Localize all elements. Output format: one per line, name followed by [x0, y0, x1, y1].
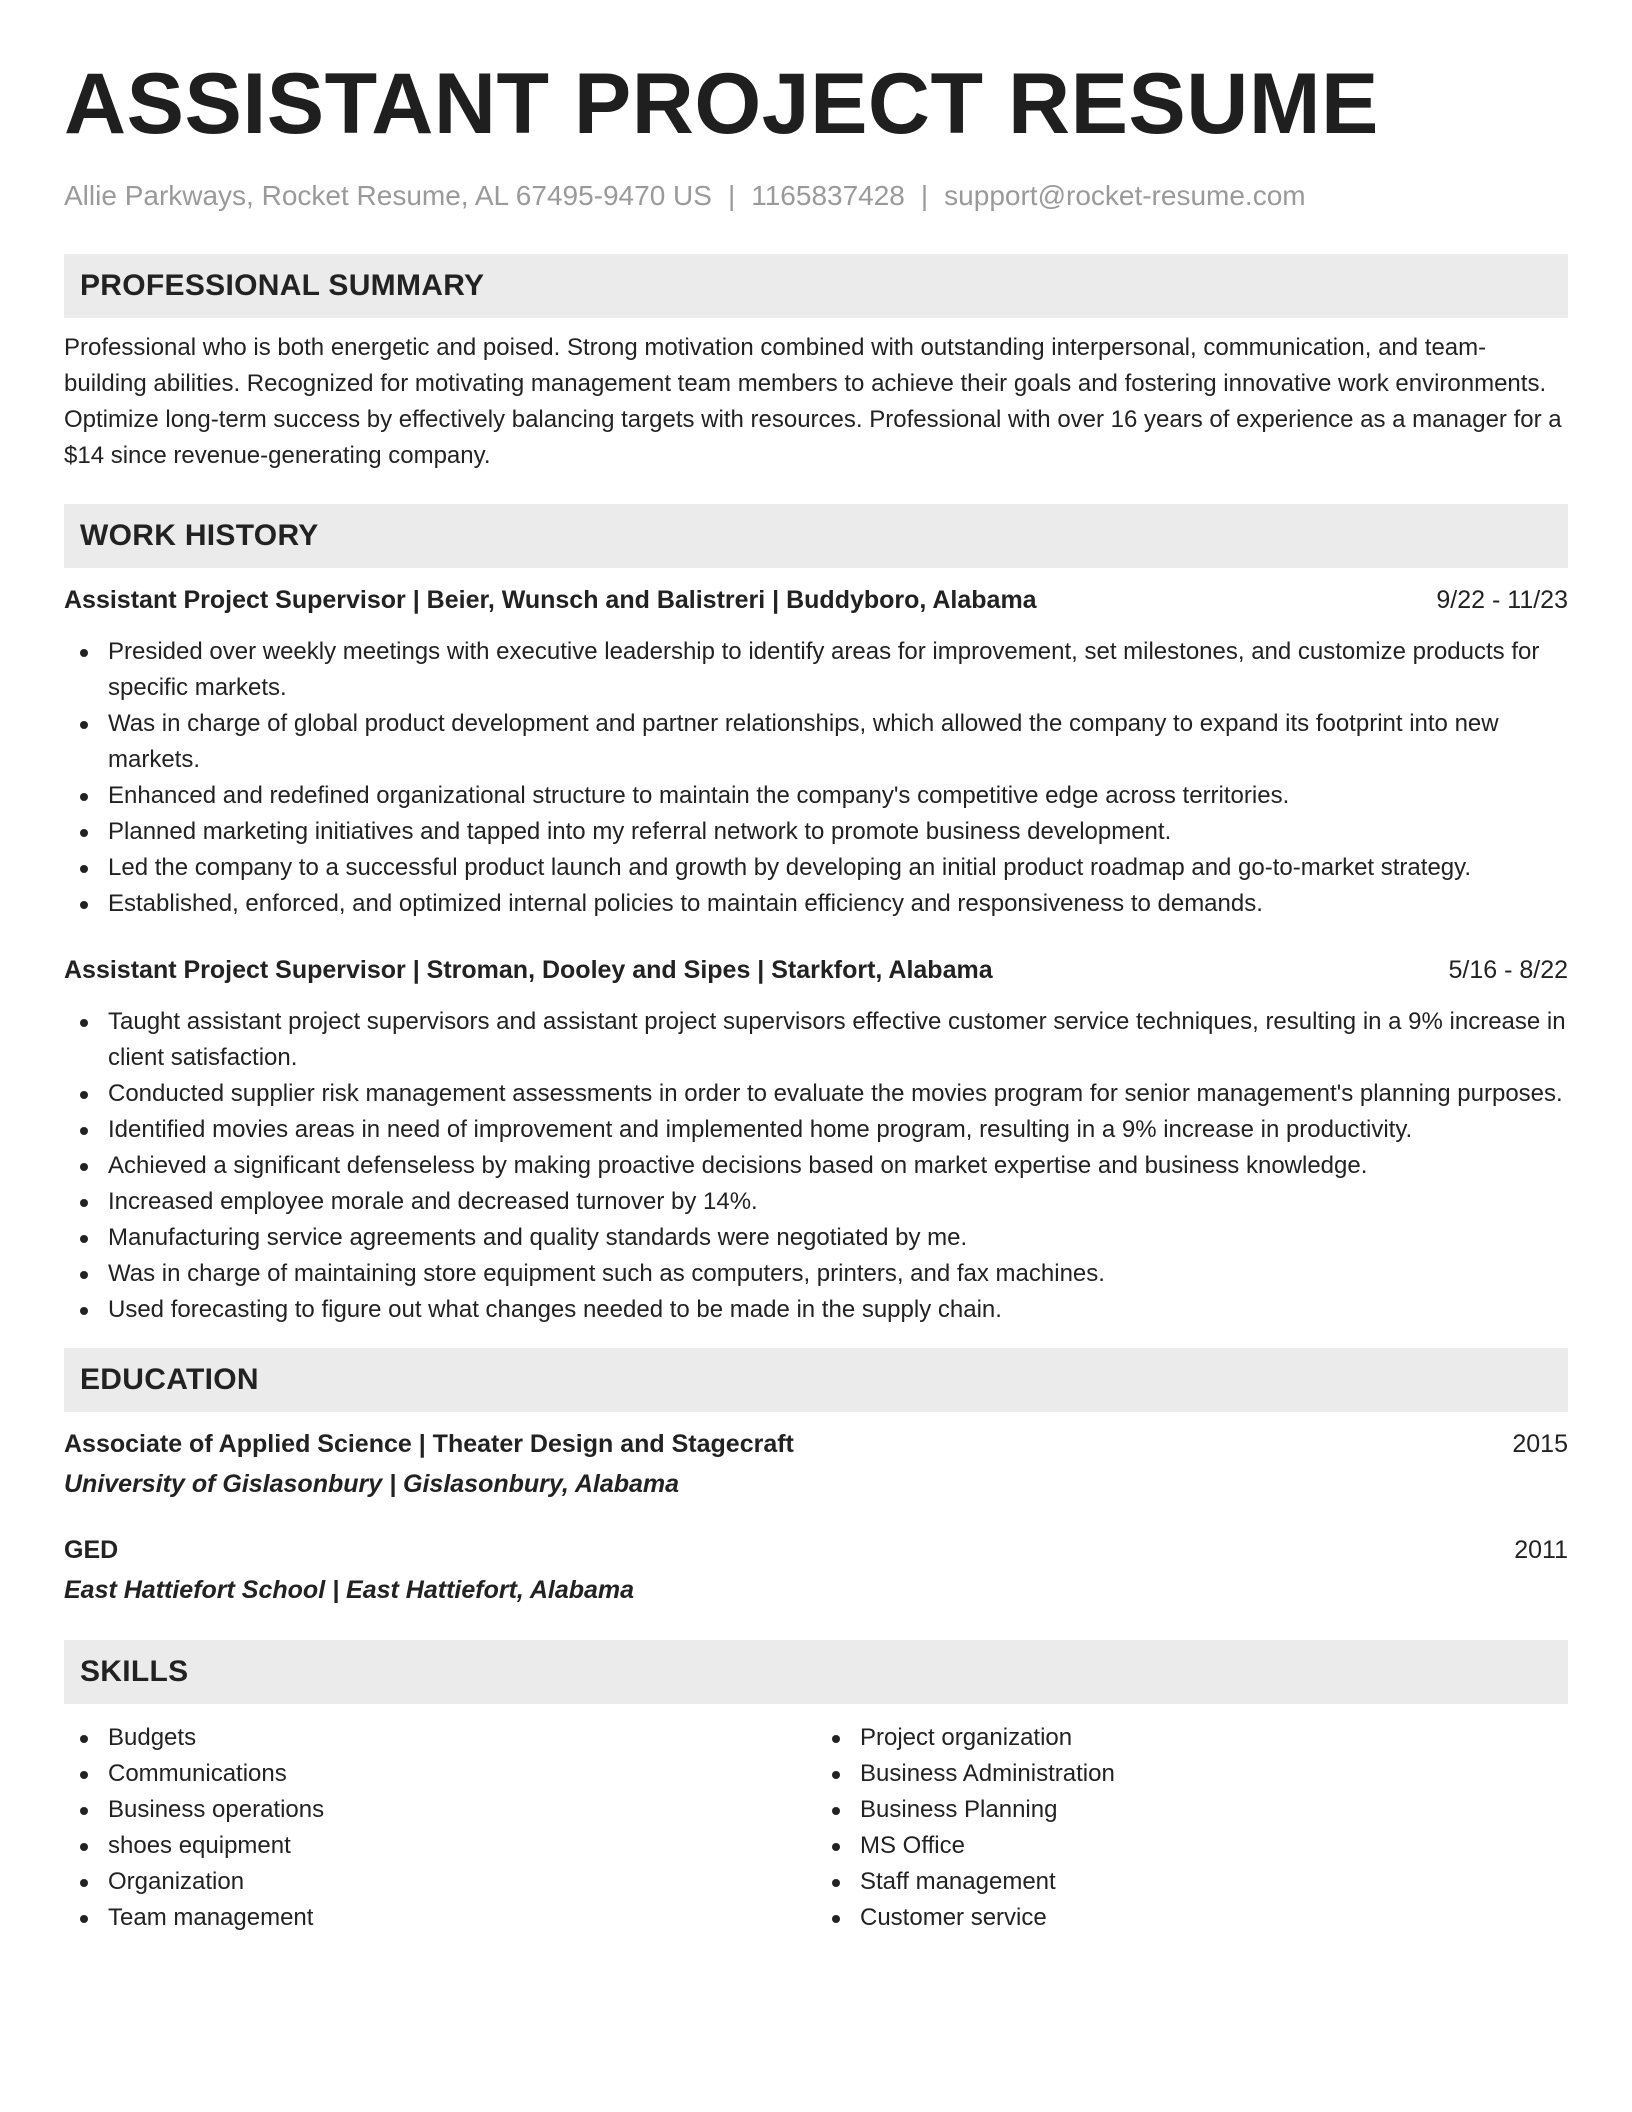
job-bullet: Conducted supplier risk management assessments in order to evaluate the movies program for senior management's planning purposes.: [64, 1076, 1568, 1112]
job-bullet: Established, enforced, and optimized internal policies to maintain efficiency and responsiveness to demands.: [64, 886, 1568, 922]
skill-item: Communications: [64, 1756, 816, 1792]
job-bullet: Achieved a significant defenseless by making proactive decisions based on market expertise and business knowledge.: [64, 1148, 1568, 1184]
summary-heading: PROFESSIONAL SUMMARY: [64, 254, 1568, 318]
job-bullet: Used forecasting to figure out what changes needed to be made in the supply chain.: [64, 1292, 1568, 1328]
job-header: [64, 582, 1568, 618]
skill-item: Customer service: [816, 1900, 1568, 1936]
job-bullet: Was in charge of global product development and partner relationships, which allowed the company to expand its footprint into new markets.: [64, 706, 1568, 778]
job-title: Assistant Project Supervisor | Stroman, Dooley and Sipes | Starkfort, Alabama: [64, 956, 993, 984]
job-bullet: Increased employee morale and decreased turnover by 14%.: [64, 1184, 1568, 1220]
education-school: University of Gislasonbury | Gislasonbury, Alabama: [64, 1470, 680, 1498]
skill-item: Organization: [64, 1864, 816, 1900]
job-dates: 9/22 - 11/23: [1436, 586, 1568, 614]
summary-text: Professional who is both energetic and poised. Strong motivation combined with outstanding interpersonal, communication, and team-building abilities. Recognized for motivating management team members to achieve their goals and fostering innovative work environments. Optimize long-term success by effectively balancing targets with resources. Professional with over 16 years of experience as a manager for a $14 since revenue-generating company.: [64, 334, 1562, 469]
job-header: [64, 952, 1568, 988]
skills-list: [64, 1720, 1568, 1936]
education-year: 2015: [1512, 1430, 1568, 1458]
contact-phone: 1165837428: [751, 180, 905, 211]
job-entry: [64, 952, 1568, 1328]
skill-item: Business Planning: [816, 1792, 1568, 1828]
education-heading: EDUCATION: [64, 1348, 1568, 1412]
job-bullet: Enhanced and redefined organizational structure to maintain the company's competitive edge across territories.: [64, 778, 1568, 814]
skill-item: Project organization: [816, 1720, 1568, 1756]
skills-bullets-right: [816, 1720, 1568, 1936]
education-degree: GED: [64, 1536, 119, 1564]
job-bullet: Manufacturing service agreements and quality standards were negotiated by me.: [64, 1220, 1568, 1256]
education-entry: [64, 1532, 1568, 1608]
skill-item: Staff management: [816, 1864, 1568, 1900]
education-header: [64, 1532, 1568, 1568]
skills-bullets-left: [64, 1720, 816, 1936]
skills-column-left: [64, 1720, 816, 1936]
skill-item: shoes equipment: [64, 1828, 816, 1864]
job-dates: 5/16 - 8/22: [1448, 956, 1568, 984]
job-bullet: Presided over weekly meetings with executive leadership to identify areas for improvement, set milestones, and customize products for specific markets.: [64, 634, 1568, 706]
contact-separator: |: [727, 180, 736, 211]
job-bullet: Identified movies areas in need of improvement and implemented home program, resulting in a 9% increase in productivity.: [64, 1112, 1568, 1148]
skill-item: Business Administration: [816, 1756, 1568, 1792]
education-header: [64, 1426, 1568, 1462]
contact-line: [64, 178, 1568, 214]
resume-title: ASSISTANT PROJECT RESUME: [64, 56, 1379, 152]
contact-email: support@rocket-resume.com: [944, 180, 1306, 211]
work-history-heading: WORK HISTORY: [64, 504, 1568, 568]
education-degree: Associate of Applied Science | Theater Design and Stagecraft: [64, 1430, 794, 1458]
job-bullets: [64, 1004, 1568, 1328]
job-bullet: Taught assistant project supervisors and assistant project supervisors effective customer service techniques, resulting in a 9% increase in client satisfaction.: [64, 1004, 1568, 1076]
job-bullet: Was in charge of maintaining store equipment such as computers, printers, and fax machines.: [64, 1256, 1568, 1292]
job-bullets: [64, 634, 1568, 922]
job-entry: [64, 582, 1568, 922]
skills-heading: SKILLS: [64, 1640, 1568, 1704]
skills-column-right: [816, 1720, 1568, 1936]
skill-item: Budgets: [64, 1720, 816, 1756]
education-school: East Hattiefort School | East Hattiefort, Alabama: [64, 1576, 635, 1604]
education-entry: [64, 1426, 1568, 1502]
job-bullet: Planned marketing initiatives and tapped into my referral network to promote business development.: [64, 814, 1568, 850]
skill-item: MS Office: [816, 1828, 1568, 1864]
skill-item: Business operations: [64, 1792, 816, 1828]
job-bullet: Led the company to a successful product launch and growth by developing an initial product roadmap and go-to-market strategy.: [64, 850, 1568, 886]
contact-separator: |: [920, 180, 929, 211]
skill-item: Team management: [64, 1900, 816, 1936]
contact-address: Allie Parkways, Rocket Resume, AL 67495-9470 US: [64, 180, 712, 211]
job-title: Assistant Project Supervisor | Beier, Wunsch and Balistreri | Buddyboro, Alabama: [64, 586, 1037, 614]
education-year: 2011: [1514, 1536, 1568, 1564]
